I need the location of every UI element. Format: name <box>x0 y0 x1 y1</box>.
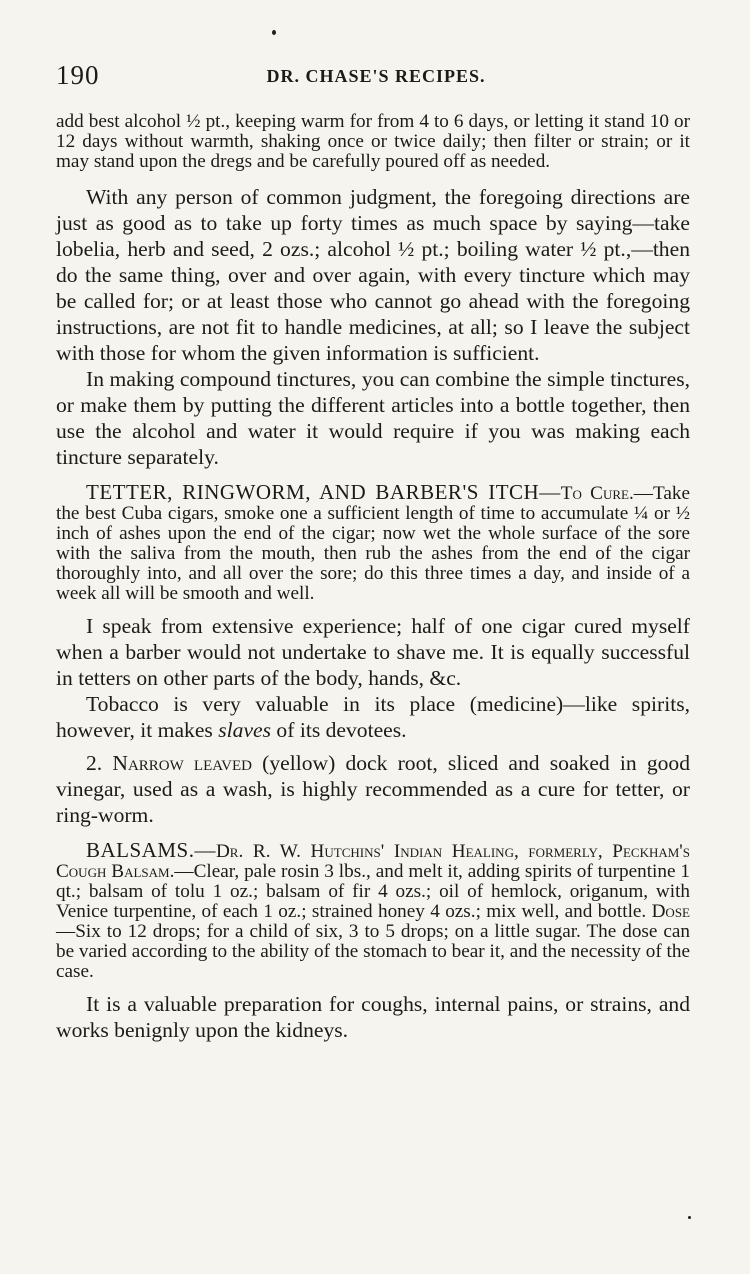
recipe-text: (yellow) dock root, sliced and soaked in good vinegar, used as a wash, is highly recommended as a cure for tetter, or ring-worm. <box>56 751 691 827</box>
ink-speck <box>272 30 276 35</box>
recipe-text: —Six to 12 drops; for a child of six, 3 to 5 drops; on a little sugar. The dose can be varied according to the ability of the stomach to bear it, and the necessity of the case. <box>56 921 690 982</box>
recipe-heading: TETTER, RINGWORM, AND BARBER'S ITCH— <box>86 480 561 504</box>
paragraph-tincture-continued: add best alcohol ½ pt., keeping warm for from 4 to 6 days, or letting it stand 10 or 12 days without warmth, shaking once or twice daily; then filter or strain; or it may stand upon the dregs and be carefully poured off as needed. <box>56 111 690 172</box>
paragraph-compound-tinctures: In making compound tinctures, you can combine the simple tinctures, or make them by putting the different articles into a bottle together, then use the alcohol and water it would require if you was making each tincture separately. <box>56 367 690 469</box>
paragraph-extensive-experience: I speak from extensive experience; half of one cigar cured myself when a barber would not undertake to shave me. It is equally successful in tetters on other parts of the body, hands, &c. <box>56 614 690 690</box>
paragraph-valuable-preparation: It is a valuable preparation for coughs, internal pains, or strains, and works benignly upon the kidneys. <box>56 992 690 1042</box>
recipe-subheading: Dr. R. W. Hutchins' Indian Healing, formerly, Peckham's Cough Balsam. <box>56 841 690 882</box>
recipe-text: —Clear, pale rosin 3 lbs., and melt it, adding spirits of turpentine 1 qt.; balsam of tolu 1 oz.; balsam of fir 4 ozs.; oil of hemlock, origanum, with Venice turpentine, of each 1 oz.; strained honey 4 ozs.; mix well, and bottle. <box>56 861 690 922</box>
ink-speck <box>688 1216 691 1219</box>
page-number: 190 <box>56 60 100 90</box>
recipe-subheading: To Cure. <box>560 483 634 504</box>
page-body <box>56 112 690 1043</box>
recipe-dock-root <box>56 750 690 828</box>
recipe-tetter-ringworm <box>56 482 690 604</box>
recipe-number: 2. <box>86 751 113 775</box>
recipe-text: —Take the best Cuba cigars, smoke one a sufficient length of time to accumulate ¼ or ½ inch of ashes upon the end of the cigar; now wet the whole surface of the sore with the saliva from the mouth, then rub the ashes from the end of the cigar thoroughly into, and all over the sore; do this three times a day, and inside of a week all will be smooth and well. <box>56 483 690 604</box>
running-title: DR. CHASE'S RECIPES. <box>266 66 486 86</box>
page-header <box>56 60 696 94</box>
paragraph-tobacco <box>56 691 690 743</box>
paragraph-text: of its devotees. <box>271 718 407 742</box>
dose-label: Dose <box>651 901 690 922</box>
emphasis-text: slaves <box>218 718 272 742</box>
paragraph-text: Tobacco is very valuable in its place (medicine)—like spirits, however, it makes <box>56 692 690 742</box>
paragraph-common-judgment: With any person of common judgment, the foregoing directions are just as good as to take up forty times as much space by saying—take lobelia, herb and seed, 2 ozs.; alcohol ½ pt.; boiling water ½ pt.,—then do the same thing, over and over again, with every tincture which may be called for; or at least those who cannot go ahead with the foregoing instructions, are not fit to handle medicines, at all; so I leave the subject with those for whom the given information is sufficient. <box>56 185 690 365</box>
recipe-heading: BALSAMS.— <box>86 838 216 862</box>
recipe-subheading: Narrow leaved <box>112 751 252 775</box>
recipe-balsams <box>56 840 690 982</box>
